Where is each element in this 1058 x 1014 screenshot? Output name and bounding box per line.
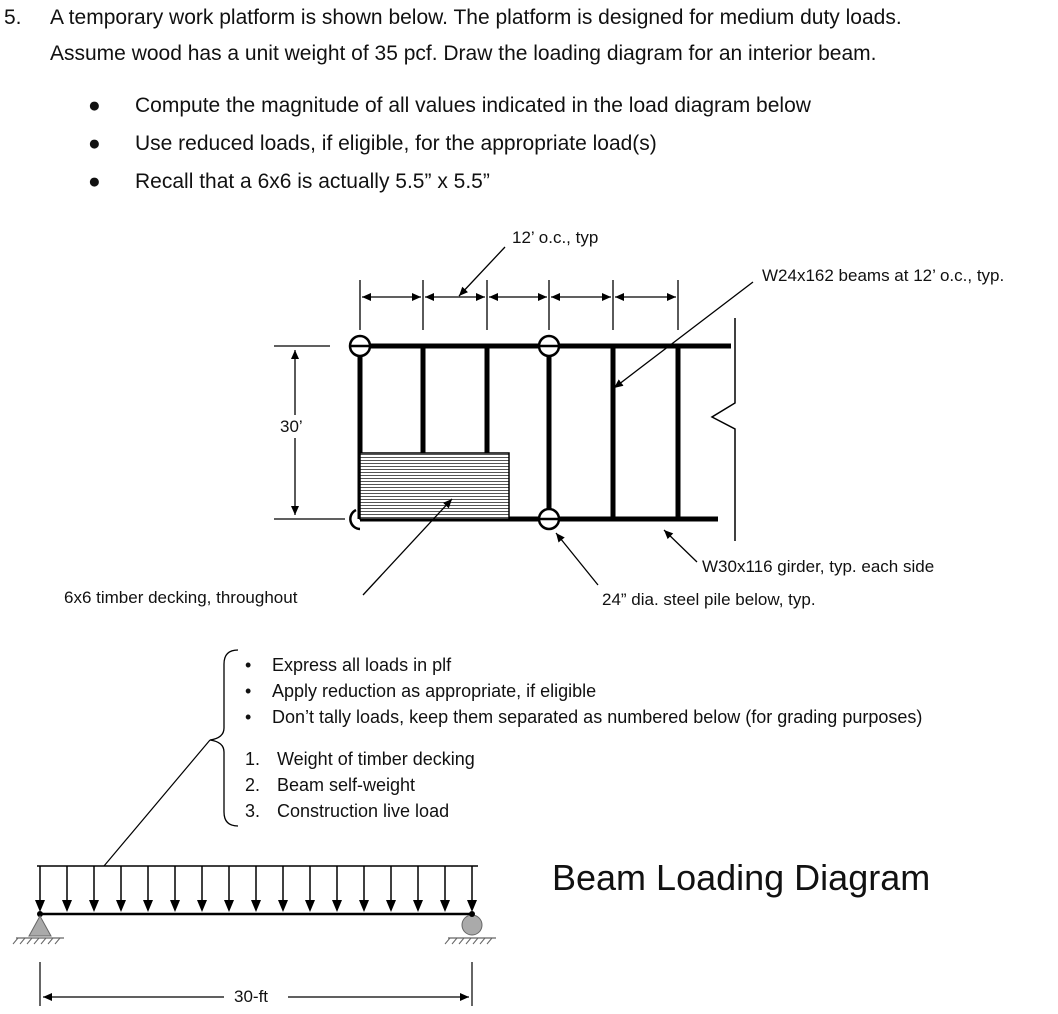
- load-arrow-head: [251, 900, 261, 912]
- instruction-bullet: Express all loads in plf: [272, 655, 452, 675]
- numbered-item-text: Weight of timber decking: [277, 749, 475, 769]
- numbered-item-number: 2.: [245, 775, 261, 795]
- numbered-item-text: Construction live load: [277, 801, 450, 821]
- load-arrow-head: [62, 900, 72, 912]
- load-arrow-head: [89, 900, 99, 912]
- timber-decking-area: [360, 453, 509, 519]
- girder-label: W30x116 girder, typ. each side: [702, 557, 935, 576]
- load-arrow-head: [35, 900, 45, 912]
- problem-number: 5.: [4, 6, 22, 29]
- instruction-bullet: Apply reduction as appropriate, if eligible: [272, 681, 597, 701]
- instruction-brace: [210, 650, 238, 826]
- pin-support-icon: [13, 911, 64, 944]
- pile-leader: [556, 533, 598, 585]
- bullet-dot-icon: •: [245, 707, 252, 727]
- numbered-item-text: Beam self-weight: [277, 775, 416, 795]
- beam-label: W24x162 beams at 12’ o.c., typ.: [762, 266, 1005, 285]
- load-arrow-head: [278, 900, 288, 912]
- spacing-label: 12’ o.c., typ: [512, 228, 599, 247]
- load-arrow-head: [332, 900, 342, 912]
- brace-leader: [104, 740, 210, 866]
- spacing-dimension-line: [360, 280, 678, 330]
- bullet-dot-icon: ●: [88, 170, 101, 193]
- load-arrow-head: [359, 900, 369, 912]
- diagram-title: Beam Loading Diagram: [552, 857, 931, 898]
- girder-spacing-label: 30’: [280, 417, 303, 436]
- girder-leader: [664, 530, 697, 562]
- problem-line-2: Assume wood has a unit weight of 35 pcf. Draw the loading diagram for an interior beam.: [50, 42, 877, 65]
- problem-bullet: Use reduced loads, if eligible, for the appropriate load(s): [135, 132, 657, 155]
- instruction-bullet: Don’t tally loads, keep them separated as numbered below (for grading purposes): [272, 707, 923, 727]
- spacing-leader: [459, 247, 505, 296]
- numbered-item-number: 1.: [245, 749, 261, 769]
- load-arrow-head: [143, 900, 153, 912]
- load-arrow-head: [440, 900, 450, 912]
- bullet-dot-icon: •: [245, 681, 252, 701]
- load-arrow-head: [224, 900, 234, 912]
- numbered-item-number: 3.: [245, 801, 261, 821]
- bullet-dot-icon: •: [245, 655, 252, 675]
- beam-leader: [614, 282, 753, 388]
- bullet-dot-icon: ●: [88, 94, 101, 117]
- break-line-symbol: [712, 318, 735, 541]
- problem-line-1: A temporary work platform is shown below. The platform is designed for medium duty loads.: [50, 6, 902, 29]
- problem-bullet: Recall that a 6x6 is actually 5.5” x 5.5”: [135, 170, 490, 193]
- load-arrow-head: [197, 900, 207, 912]
- pile-label: 24” dia. steel pile below, typ.: [602, 590, 816, 609]
- decking-label: 6x6 timber decking, throughout: [64, 588, 298, 607]
- span-label: 30-ft: [234, 987, 269, 1006]
- load-arrow-head: [413, 900, 423, 912]
- problem-bullet: Compute the magnitude of all values indicated in the load diagram below: [135, 94, 811, 117]
- load-arrow-head: [116, 900, 126, 912]
- roller-support-icon: [445, 911, 496, 944]
- load-arrow-head: [386, 900, 396, 912]
- load-arrow-head: [170, 900, 180, 912]
- bullet-dot-icon: ●: [88, 132, 101, 155]
- load-arrow-head: [467, 900, 477, 912]
- load-arrow-head: [305, 900, 315, 912]
